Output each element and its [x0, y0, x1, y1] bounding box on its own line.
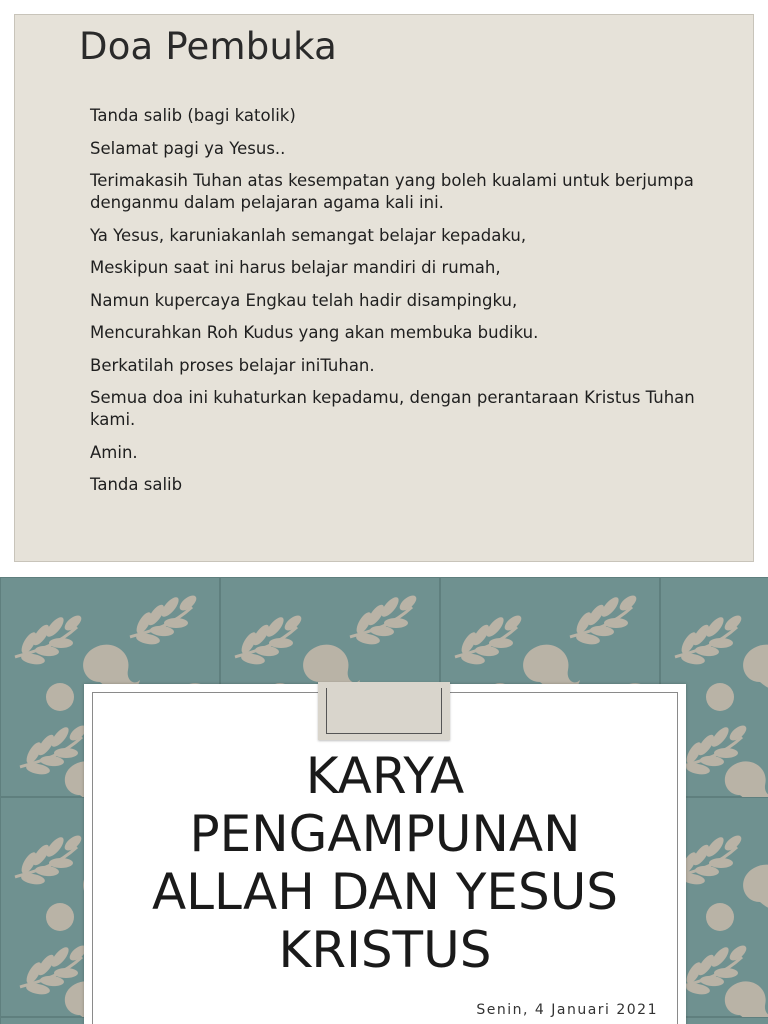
card-clip-tab	[318, 682, 450, 740]
main-title-line: KARYA	[305, 747, 465, 805]
prayer-text	[90, 105, 740, 507]
date-label: Senin, 4 Januari 2021	[476, 1002, 658, 1018]
slide-title-card	[0, 577, 768, 1024]
prayer-line: Meskipun saat ini harus belajar mandiri di rumah,	[90, 258, 501, 277]
main-title-line: ALLAH DAN YESUS	[151, 863, 619, 921]
prayer-line: Tanda salib	[90, 475, 183, 494]
main-title	[92, 747, 678, 979]
prayer-line: Semua doa ini kuhaturkan kepadamu, dengan perantaraan Kristus Tuhan kami.	[90, 388, 695, 429]
card-clip-tab-frame	[326, 688, 442, 734]
prayer-line: Selamat pagi ya Yesus..	[90, 138, 286, 158]
prayer-line: Ya Yesus, karuniakanlah semangat belajar kepadaku,	[90, 225, 527, 245]
prayer-line: Terimakasih Tuhan atas kesempatan yang boleh kualami untuk berjumpa denganmu dalam pelajaran agama kali ini.	[90, 171, 694, 212]
slide-title: Doa Pembuka	[79, 25, 337, 68]
slide-doa-pembuka	[14, 14, 754, 562]
prayer-line: Amin.	[90, 442, 138, 462]
prayer-line: Tanda salib (bagi katolik)	[90, 106, 296, 125]
prayer-line: Mencurahkan Roh Kudus yang akan membuka budiku.	[90, 323, 539, 342]
main-title-line: PENGAMPUNAN	[189, 805, 581, 863]
main-title-line: KRISTUS	[278, 921, 492, 979]
prayer-line: Namun kupercaya Engkau telah hadir disampingku,	[90, 290, 518, 310]
prayer-line: Berkatilah proses belajar iniTuhan.	[90, 355, 375, 375]
